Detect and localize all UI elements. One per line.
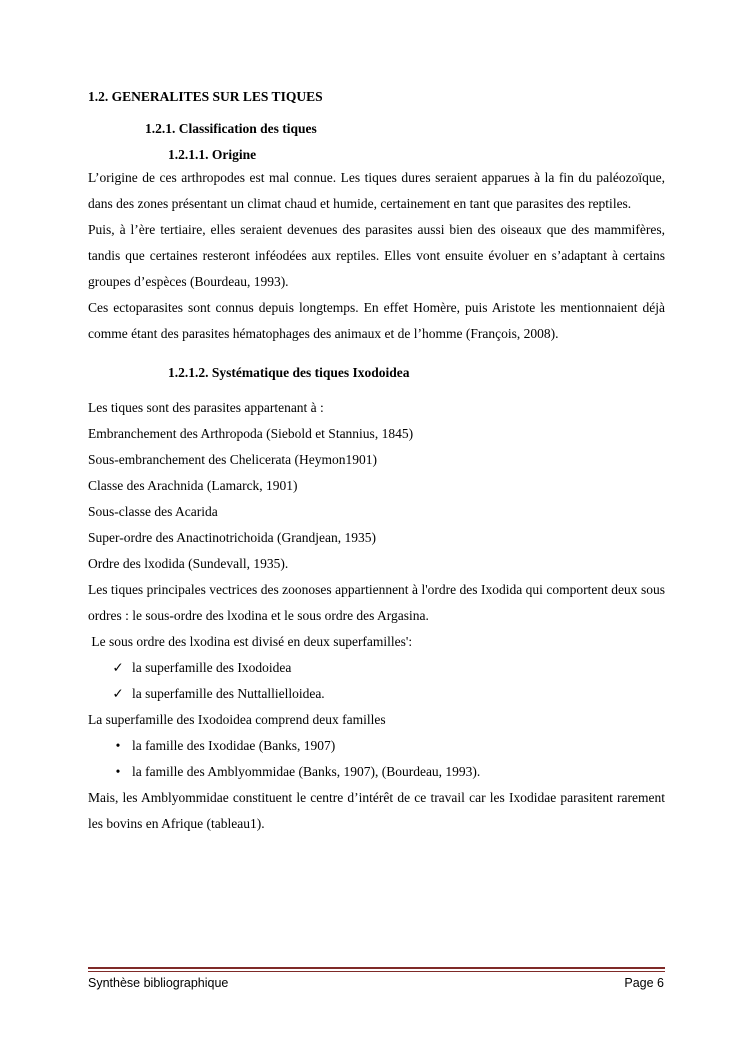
systematique-heading: 1.2.1.2. Systématique des tiques Ixodoidea [168, 365, 410, 380]
origine-heading: 1.2.1.1. Origine [168, 147, 257, 162]
list-item-text: la superfamille des Nuttallielloidea. [132, 686, 325, 701]
list-item [88, 681, 665, 707]
family-list [88, 733, 665, 785]
footer-divider [88, 971, 665, 972]
taxonomy-line: Sous-classe des Acarida [88, 504, 218, 519]
superfamily-list [88, 655, 665, 707]
taxonomy-line: Les tiques sont des parasites appartenant à : [88, 400, 324, 415]
vector-paragraph: Les tiques principales vectrices des zoonoses appartiennent à l'ordre des Ixodida qui comportent deux sous ordres : le sous-ordre des lxodina et le sous ordre des Argasina. [88, 582, 665, 623]
list-item [88, 733, 665, 759]
taxonomy-line: Ordre des lxodida (Sundevall, 1935). [88, 556, 289, 571]
closing-paragraph: Mais, les Amblyommidae constituent le centre d’intérêt de ce travail car les Ixodidae parasitent rarement les bovins en Afrique (tableau1). [88, 790, 665, 831]
checkmark-icon: ✓ [112, 686, 124, 701]
families-intro: La superfamille des Ixodoidea comprend deux familles [88, 712, 386, 727]
list-item-text: la famille des Amblyommidae (Banks, 1907), (Bourdeau, 1993). [132, 764, 481, 779]
bullet-icon: • [115, 764, 121, 779]
origine-paragraph: Ces ectoparasites sont connus depuis longtemps. En effet Homère, puis Aristote les mentionnaient déjà comme étant des parasites hématophages des animaux et de l’homme (François, 2008). [88, 300, 665, 341]
taxonomy-line: Classe des Arachnida (Lamarck, 1901) [88, 478, 298, 493]
list-item [88, 759, 665, 785]
subsection-heading: 1.2.1. Classification des tiques [145, 121, 317, 136]
list-item-text: la famille des Ixodidae (Banks, 1907) [132, 738, 336, 753]
division-line: Le sous ordre des lxodina est divisé en deux superfamilles': [88, 634, 413, 649]
checkmark-icon: ✓ [112, 660, 124, 675]
bullet-icon: • [115, 738, 121, 753]
page-content [88, 87, 665, 837]
list-item [88, 655, 665, 681]
footer-section-title: Synthèse bibliographique [88, 976, 229, 990]
origine-paragraph: L’origine de ces arthropodes est mal connue. Les tiques dures seraient apparues à la fin du paléozoïque, dans des zones présentant un climat chaud et humide, certainement en tant que parasites des reptiles. [88, 170, 665, 211]
origine-paragraph: Puis, à l’ère tertiaire, elles seraient devenues des parasites aussi bien des oiseaux que des mammifères, tandis que certaines resteront inféodées aux reptiles. Elles vont ensuite évoluer en s’adaptant à certains groupes d’espèces (Bourdeau, 1993). [88, 222, 665, 289]
footer-divider [88, 967, 665, 969]
section-heading: 1.2. GENERALITES SUR LES TIQUES [88, 89, 323, 104]
taxonomy-line: Sous-embranchement des Chelicerata (Heymon1901) [88, 452, 378, 467]
taxonomy-line: Embranchement des Arthropoda (Siebold et Stannius, 1845) [88, 426, 414, 441]
page-number: Page 6 [624, 976, 664, 990]
list-item-text: la superfamille des Ixodoidea [132, 660, 292, 675]
taxonomy-line: Super-ordre des Anactinotrichoida (Grandjean, 1935) [88, 530, 377, 545]
